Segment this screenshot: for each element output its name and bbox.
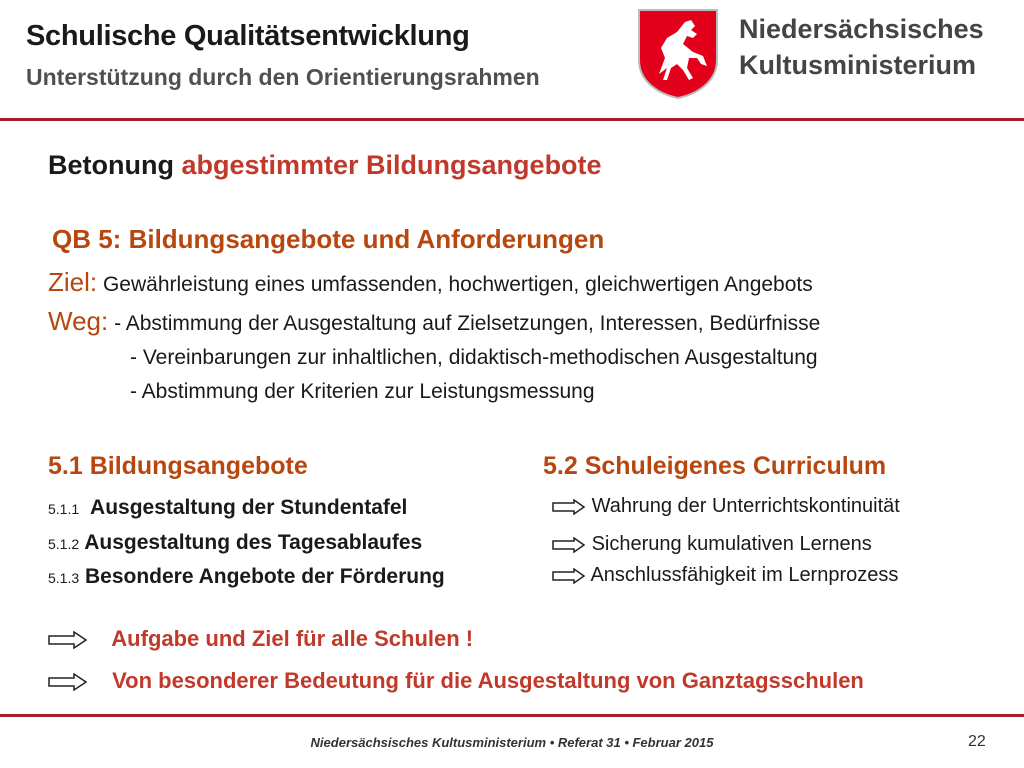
left-item-text: Ausgestaltung des Tagesablaufes (84, 531, 423, 554)
conclusion-line (48, 668, 864, 694)
left-item-text: Besondere Angebote der Förderung (84, 565, 445, 588)
conclusion-text: Von besonderer Bedeutung für die Ausgestaltung von Ganztagsschulen (112, 668, 864, 693)
ziel-line (48, 267, 813, 298)
left-item-number: 5.1.3 (48, 570, 80, 586)
arrow-right-icon (48, 673, 88, 691)
right-item (552, 533, 872, 556)
right-item-text: Anschlussfähigkeit im Lernprozess (590, 564, 899, 586)
weg-item: - Vereinbarungen zur inhaltlichen, didaktisch-methodischen Ausgestaltung (130, 346, 818, 369)
left-item (48, 531, 422, 555)
footer-text: Niedersächsisches Kultusministerium • Referat 31 • Februar 2015 (310, 735, 714, 750)
right-column-heading: 5.2 Schuleigenes Curriculum (543, 452, 887, 480)
right-item (552, 495, 900, 518)
emphasis-prefix: Betonung (48, 150, 174, 180)
emphasis-heading (48, 150, 602, 181)
ziel-text: Gewährleistung eines umfassenden, hochwertigen, gleichwertigen Angebots (102, 273, 813, 296)
right-item-text: Sicherung kumulativen Lernens (591, 533, 872, 555)
page-number: 22 (968, 733, 986, 750)
conclusion-line (48, 626, 473, 652)
left-item-number: 5.1.2 (48, 536, 80, 552)
header-divider (0, 118, 1024, 121)
weg-line (48, 306, 820, 337)
left-item (48, 496, 407, 520)
arrow-right-icon (552, 537, 586, 553)
slide-subtitle: Unterstützung durch den Orientierungsrahmen (26, 64, 540, 90)
emphasis-highlight: abgestimmter Bildungsangebote (181, 150, 602, 180)
weg-item: - Abstimmung der Kriterien zur Leistungsmessung (130, 380, 595, 403)
left-column-heading: 5.1 Bildungsangebote (48, 452, 308, 480)
arrow-right-icon (48, 631, 88, 649)
ministry-name-line1: Niedersächsisches (739, 14, 984, 44)
left-item-number: 5.1.1 (48, 501, 80, 517)
weg-item: - Abstimmung der Ausgestaltung auf Zielsetzungen, Interessen, Bedürfnisse (114, 312, 821, 335)
left-item-text: Ausgestaltung der Stundentafel (90, 496, 408, 519)
ministry-name-line2: Kultusministerium (739, 50, 977, 80)
left-item (48, 565, 445, 589)
right-item-text: Wahrung der Unterrichtskontinuität (591, 495, 900, 517)
footer-divider (0, 714, 1024, 717)
qb-heading: QB 5: Bildungsangebote und Anforderungen (52, 224, 605, 254)
conclusion-text: Aufgabe und Ziel für alle Schulen ! (111, 626, 474, 651)
arrow-right-icon (552, 499, 586, 515)
right-item (552, 564, 898, 587)
ziel-label: Ziel: (48, 267, 98, 297)
weg-label: Weg: (48, 306, 109, 336)
arrow-right-icon (552, 568, 586, 584)
lower-saxony-horse-crest-icon (637, 8, 719, 100)
slide-title: Schulische Qualitätsentwicklung (26, 20, 470, 52)
